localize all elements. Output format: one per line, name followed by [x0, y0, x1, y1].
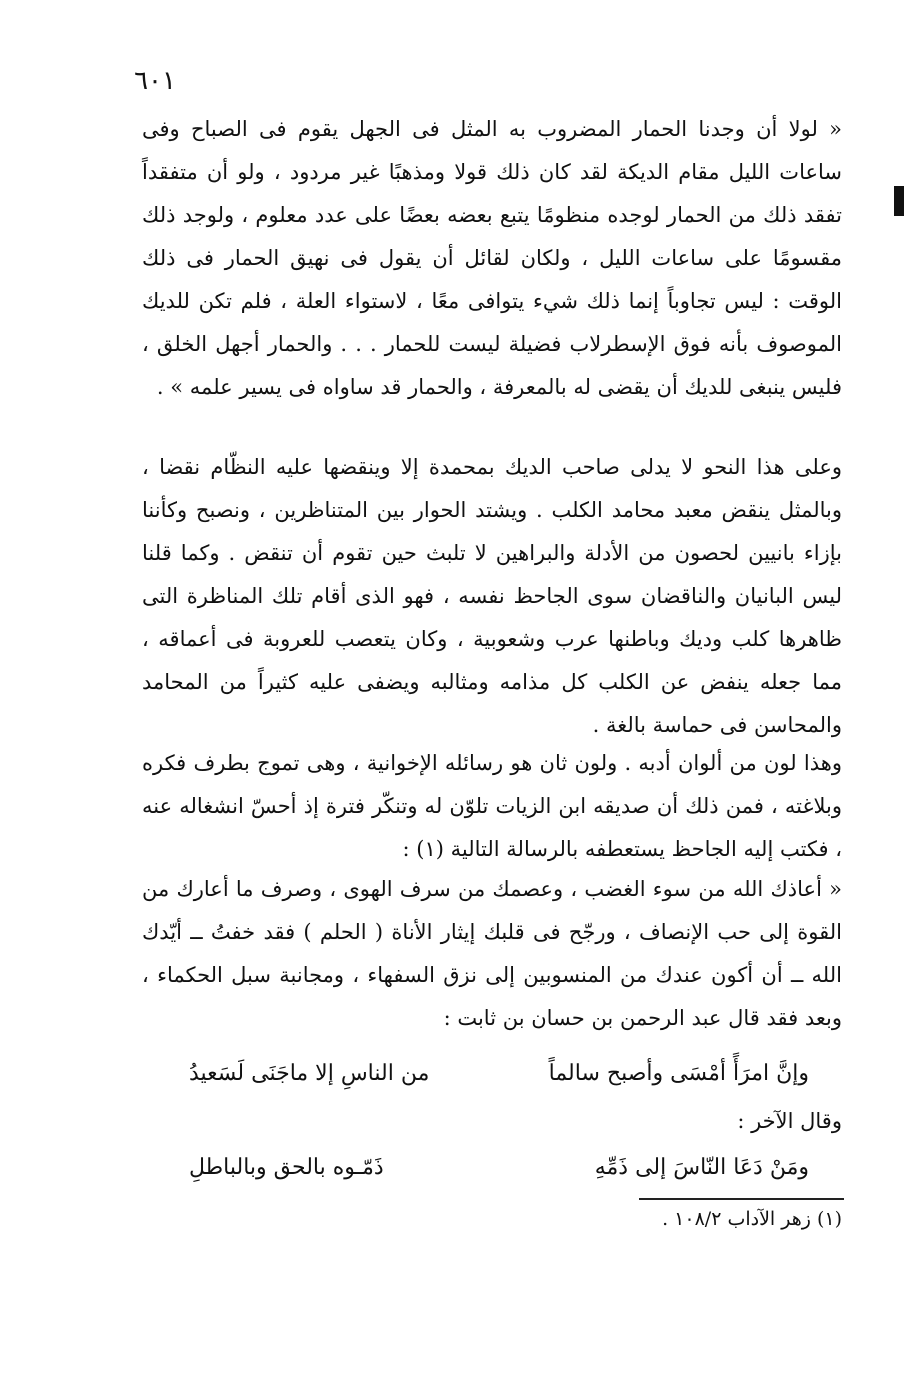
- paragraph-debate: وعلى هذا النحو لا يدلى صاحب الديك بمحمدة إلا وينقضها عليه النظّام نقضا ، وبالمثل ينقض معبد محامد الكلب . ويشتد الحوار بين المتناظرين ، ونصبح وكأننا بإزاء بانيين لحصون من الأدلة والبراهين لا تلبث حين تقوم أن تنقض . وكما قلنا ليس البانيان والناقضان سوى الجاحظ نفسه ، فهو الذى أقام تلك المناظرة التى ظاهرها كلب وديك وباطنها عرب وشعوبية ، وكان يتعصب للعروبة فى أعماقه ، مما جعله ينفض عن الكلب كل مذامه ومثالبه ويضفى عليه كثيراً من المحامد والمحاسن فى حماسة بالغة .: [142, 455, 842, 737]
- verse-line-1: [189, 1052, 809, 1096]
- page-number: ٦٠١: [134, 66, 176, 96]
- page-edge-mark: [894, 186, 904, 216]
- verse-1-second-hemistich: من الناسِ إلا ماجَنَى لَسَعيدُ: [189, 1061, 430, 1086]
- paragraph-letter-quote: « أعاذك الله من سوء الغضب ، وعصمك من سرف الهوى ، وصرف ما أعارك من القوة إلى حب الإنصاف ، ورجّح فى قلبك إيثار الأناة ( الحلم ) فقد خفتُ ــ أيّدك الله ــ أن أكون عندك من المنسوبين إلى نزق السفهاء ، ومجانبة سبل الحكماء ، وبعد فقد قال عبد الرحمن بن حسان بن ثابت :: [142, 877, 842, 1030]
- paragraph-letters: وهذا لون من ألوان أدبه . ولون ثان هو رسائله الإخوانية ، وهى تموج بطرف فكره وبلاغته ، فمن ذلك أن صديقه ابن الزيات تلوّن له وتنكّر فترة إذ أحسّ انشغاله عنه ، فكتب إليه الجاحظ يستعطفه بالرسالة التالية (١) :: [142, 751, 842, 861]
- verse-1-first-hemistich: وإنَّ امرَأً أمْسَى وأصبح سالماً: [548, 1061, 809, 1086]
- footnote: (١) زهر الآداب ١٠٨/٢ .: [662, 1208, 842, 1230]
- paragraph-quote-donkey: « لولا أن وجدنا الحمار المضروب به المثل فى الجهل يقوم فى الصباح وفى ساعات الليل مقام الديكة لقد كان ذلك قولا ومذهبًا غير مردود ، ولو أن متفقداً تفقد ذلك من الحمار لوجده منظومًا يتبع بعضه بعضًا على عدد معلوم ، ولوجد ذلك مقسومًا على ساعات الليل ، ولكان لقائل أن يقول فى نهيق الحمار فى ذلك الوقت : ليس تجاوباً إنما ذلك شيء يتوافى معًا ، لاستواء العلة ، فلم تكن للديك الموصوف بأنه فوق الإسطرلاب فضيلة ليست للحمار . . . والحمار أجهل الخلق ، فليس ينبغى للديك أن يقضى له بالمعرفة ، والحمار قد ساواه فى يسير علمه » .: [142, 117, 843, 399]
- verse-2-first-hemistich: ومَنْ دَعَا النّاسَ إلى ذَمِّهِ: [594, 1155, 809, 1180]
- paragraph-another-said: وقال الآخر :: [737, 1109, 842, 1133]
- verse-line-2: [189, 1146, 809, 1190]
- verse-2-second-hemistich: ذَمّـوه بالحق وبالباطلِ: [189, 1155, 384, 1180]
- footnote-divider: [639, 1198, 844, 1200]
